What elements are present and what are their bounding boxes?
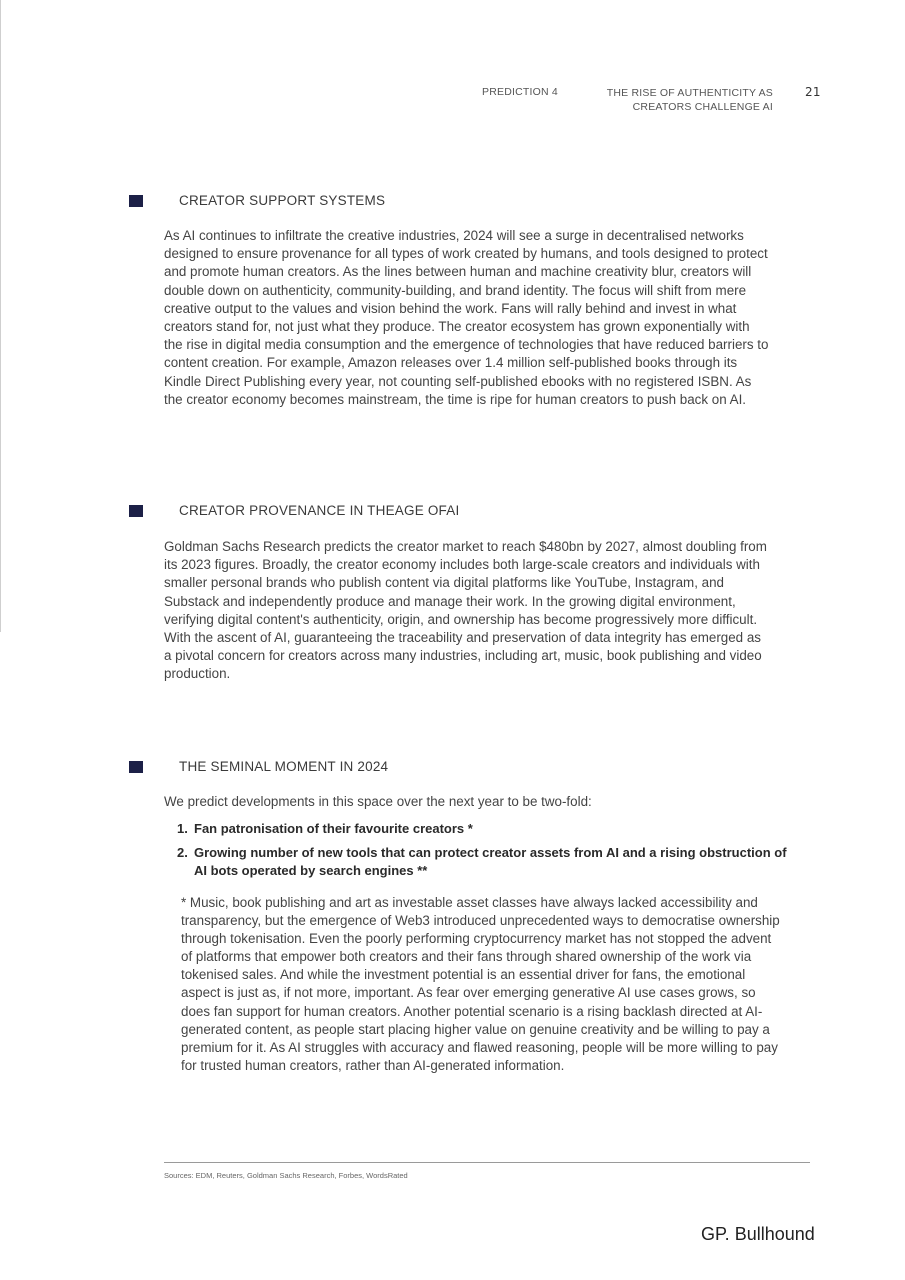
section-intro-text: We predict developments in this space over the next year to be two-fold: — [164, 794, 592, 809]
footer-divider — [164, 1162, 810, 1163]
square-bullet-icon — [129, 505, 143, 517]
footnote-text: * Music, book publishing and art as investable asset classes have always lacked accessibility and transparency, but the emergence of Web3 introduced unprecedented ways to democratise ownership through tokenisation. Even the poorly performing cryptocurrency market has not stopped the advent of platforms that empower both creators and their fans through shared ownership of the work via tokenised sales. And while the investment potential is an essential driver for fans, the emotional aspect is just as, if not more, important. As fear over emerging generative AI use cases grows, so does fan support for human creators. Another potential scenario is a rising backlash directed at AI-generated content, as people start placing higher value on genuine creativity and be willing to pay a premium for it. As AI struggles with accuracy and flawed reasoning, people will be more willing to pay for trusted human creators, rather than AI-generated information. — [181, 895, 780, 1073]
running-header — [0, 86, 905, 126]
square-bullet-icon — [129, 195, 143, 207]
list-item — [177, 844, 787, 880]
section-heading-creator-provenance — [0, 503, 905, 523]
list-item-number: 2. — [177, 845, 188, 860]
list-item-text: Growing number of new tools that can protect creator assets from AI and a rising obstruction of AI bots operated by search engines ** — [194, 845, 787, 878]
list-item-text: Fan patronisation of their favourite creators * — [194, 821, 473, 836]
header-prediction-label: PREDICTION 4 — [482, 86, 558, 98]
section-heading-creator-support — [0, 193, 905, 213]
list-item-number: 1. — [177, 821, 188, 836]
section-heading-text: CREATOR SUPPORT SYSTEMS — [179, 193, 386, 208]
section-heading-text: CREATOR PROVENANCE IN THEAGE OFAI — [179, 503, 460, 518]
prediction-list — [177, 820, 787, 886]
list-item — [177, 820, 787, 838]
section-body-creator-support: As AI continues to infiltrate the creative industries, 2024 will see a surge in decentralised networks designed to ensure provenance for all types of work created by humans, and tools designed to protect and promote human creators. As the lines between human and machine creativity blur, creators will double down on authenticity, community-building, and brand identity. The focus will shift from mere creative output to the values and vision behind the work. Fans will rally behind and invest in what creators stand for, not just what they produce. The creator ecosystem has grown exponentially with the rise in digital media consumption and the emergence of technologies that have reduced barriers to content creation. For example, Amazon releases over 1.4 million self-published books through its Kindle Direct Publishing every year, not counting self-published ebooks with no registered ISBN. As the creator economy becomes mainstream, the time is ripe for human creators to push back on AI. — [164, 228, 769, 407]
section-body-creator-provenance: Goldman Sachs Research predicts the creator market to reach $480bn by 2027, almost doubling from its 2023 figures. Broadly, the creator economy includes both large-scale creators and individuals with smaller personal brands who publish content via digital platforms like YouTube, Instagram, and Substack and independently produce and manage their work. In the growing digital environment, verifying digital content's authenticity, origin, and ownership has become progressively more difficult. With the ascent of AI, guaranteeing the traceability and preservation of data integrity has emerged as a pivotal concern for creators across many industries, including art, music, book publishing and video production. — [164, 539, 767, 682]
page-number: 21 — [805, 85, 821, 99]
section-heading-text: THE SEMINAL MOMENT IN 2024 — [179, 759, 389, 774]
header-chapter-title — [573, 86, 773, 114]
square-bullet-icon — [129, 761, 143, 773]
header-title-line-2: CREATORS CHALLENGE AI — [632, 101, 773, 113]
sources-line: Sources: EDM, Reuters, Goldman Sachs Research, Forbes, WordsRated — [164, 1171, 408, 1180]
header-title-line-1: THE RISE OF AUTHENTICITY AS — [606, 87, 773, 99]
brand-logo-text: GP. Bullhound — [701, 1224, 815, 1244]
section-heading-seminal-moment — [0, 759, 905, 779]
